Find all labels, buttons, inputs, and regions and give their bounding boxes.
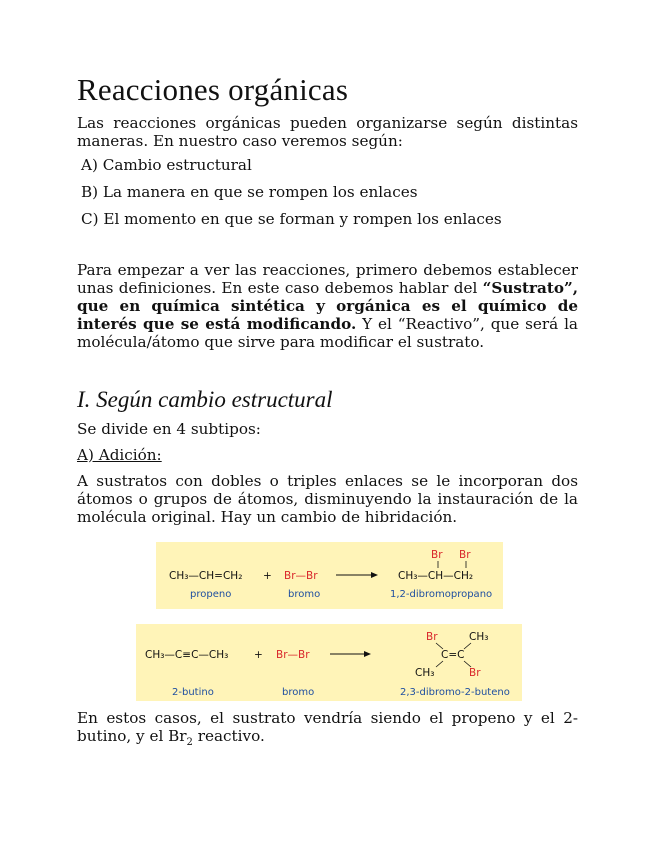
label-propeno: propeno: [190, 589, 232, 600]
option-b: B) La manera en que se rompen los enlaces: [81, 183, 418, 201]
product-br-right: Br: [459, 549, 471, 561]
plus-sign: +: [254, 649, 263, 661]
product-dibromopropane: CH₃—CH—CH₂: [398, 570, 474, 582]
label-dibromopropano: 1,2-dibromopropano: [390, 589, 493, 600]
bond-line-top-right: [464, 643, 471, 649]
definitions-text-2: Y el “Reactivo”, que será la molécula/átomo que sirve para modificar el sustrato.: [77, 315, 578, 351]
adicion-paragraph: A sustratos con dobles o triples enlaces se le incorporan dos átomos o grupos de átomos, disminuyendo la instauración de la molécula original. Hay un cambio de hibridación.: [77, 472, 578, 526]
conclusion-subscript: 2: [186, 737, 193, 749]
conclusion-paragraph: [77, 709, 578, 752]
reactant-butyne: CH₃—C≡C—CH₃: [145, 649, 229, 661]
product-br-left: Br: [431, 549, 443, 561]
reactant-propene: CH₃—CH=CH₂: [169, 570, 243, 582]
plus-sign: +: [263, 570, 272, 582]
conclusion-block: [77, 709, 578, 752]
product-br-top: Br: [426, 631, 438, 643]
option-c: C) El momento en que se forman y rompen los enlaces: [81, 210, 502, 228]
label-bromo: bromo: [288, 589, 321, 600]
document-content: [77, 72, 578, 526]
page-title: Reacciones orgánicas: [77, 72, 349, 107]
definitions-paragraph: [77, 261, 578, 351]
product-center: C=C: [441, 649, 465, 661]
label-dibromobuteno: 2,3-dibromo-2-buteno: [400, 687, 510, 698]
conclusion-text-1: En estos casos, el sustrato vendría siendo el propeno y el 2-butino, y el Br: [77, 709, 578, 745]
arrow-icon: [330, 651, 371, 657]
bond-line-bottom-left: [436, 661, 443, 667]
reactant-bromine: Br—Br: [284, 570, 318, 582]
reaction-scheme-1: [156, 542, 503, 609]
section-title: I. Según cambio estructural: [77, 387, 333, 412]
intro-paragraph: Las reacciones orgánicas pueden organizarse según distintas maneras. En nuestro caso veremos según:: [77, 114, 578, 150]
product-ch3-top: CH₃: [469, 631, 489, 643]
arrow-icon: [336, 572, 378, 578]
reactant-bromine: Br—Br: [276, 649, 310, 661]
product-br-bottom: Br: [469, 667, 481, 679]
section-intro: Se divide en 4 subtipos:: [77, 420, 261, 438]
subtype-a-heading: A) Adición:: [77, 446, 162, 464]
reaction-scheme-2: [136, 624, 522, 701]
options-list: [81, 156, 578, 228]
conclusion-text-2: reactivo.: [192, 727, 265, 745]
option-a: A) Cambio estructural: [81, 156, 252, 174]
label-butino: 2-butino: [172, 687, 214, 698]
definitions-bold: “Sustrato”, que en química sintética y orgánica es el químico de interés que se está modificando.: [77, 279, 578, 333]
product-ch3-bottom: CH₃: [415, 667, 435, 679]
label-bromo: bromo: [282, 687, 315, 698]
definitions-text-1: Para empezar a ver las reacciones, primero debemos establecer unas definiciones. En este caso debemos hablar del: [77, 261, 578, 297]
